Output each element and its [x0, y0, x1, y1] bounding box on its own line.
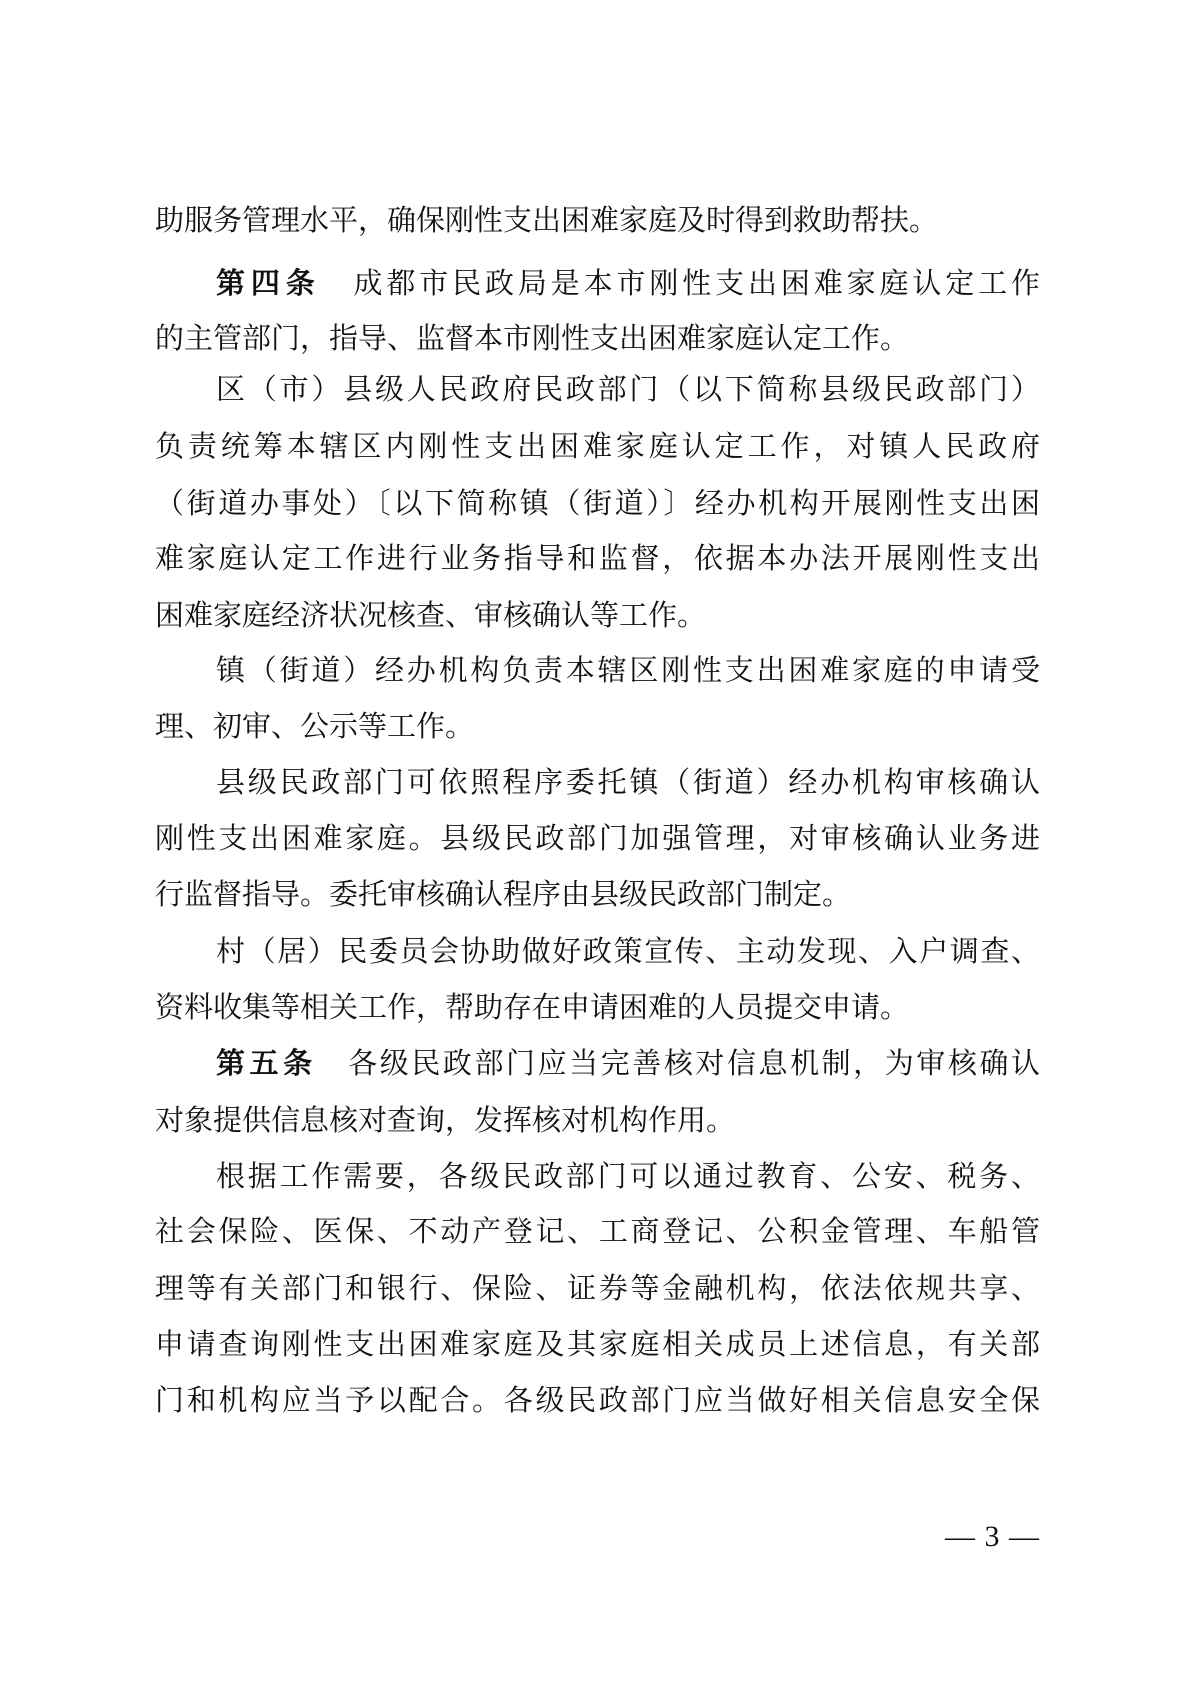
text-line [155, 200, 1040, 240]
text-line [216, 263, 1040, 303]
text-line [155, 538, 1040, 578]
line-text: 对象提供信息核对查询，发挥核对机构作用。 [155, 1103, 736, 1137]
line-text: 区（市）县级人民政府民政部门（以下简称县级民政部门） [216, 372, 1040, 406]
text-line [155, 1380, 1040, 1420]
text-line [216, 931, 1040, 971]
text-line [216, 650, 1040, 690]
text-line [155, 318, 1040, 358]
line-text: 理、初审、公示等工作。 [155, 709, 475, 743]
text-line [155, 426, 1040, 466]
text-line [155, 987, 1040, 1027]
line-text: 的主管部门，指导、监督本市刚性支出困难家庭认定工作。 [155, 321, 910, 355]
text-line [155, 1100, 1040, 1140]
text-line [155, 1268, 1040, 1308]
line-text: 理等有关部门和银行、保险、证券等金融机构，依法依规共享、 [155, 1271, 1040, 1305]
line-text: 行监督指导。委托审核确认程序由县级民政部门制定。 [155, 877, 852, 911]
line-text: 资料收集等相关工作，帮助存在申请困难的人员提交申请。 [155, 990, 910, 1024]
text-line [216, 369, 1040, 409]
line-text: 困难家庭经济状况核查、审核确认等工作。 [155, 598, 707, 632]
text-line [155, 483, 1040, 523]
line-text: 申请查询刚性支出困难家庭及其家庭相关成员上述信息，有关部 [155, 1327, 1040, 1361]
line-text: 根据工作需要，各级民政部门可以通过教育、公安、税务、 [216, 1159, 1040, 1193]
article-label: 第五条 [216, 1046, 317, 1080]
text-line [155, 595, 1040, 635]
line-text: 刚性支出困难家庭。县级民政部门加强管理，对审核确认业务进 [155, 821, 1040, 855]
text-line [155, 706, 1040, 746]
line-text: 难家庭认定工作进行业务指导和监督，依据本办法开展刚性支出 [155, 541, 1040, 575]
line-text: 负责统筹本辖区内刚性支出困难家庭认定工作，对镇人民政府 [155, 429, 1040, 463]
line-text: 村（居）民委员会协助做好政策宣传、主动发现、入户调查、 [216, 934, 1040, 968]
line-text: 各级民政部门应当完善核对信息机制，为审核确认 [316, 1046, 1040, 1080]
text-line [155, 1211, 1040, 1251]
text-line [155, 874, 1040, 914]
line-text: 门和机构应当予以配合。各级民政部门应当做好相关信息安全保 [155, 1383, 1040, 1417]
line-text: （街道办事处）〔以下简称镇（街道）〕经办机构开展刚性支出困 [155, 486, 1040, 520]
line-text: 助服务管理水平，确保刚性支出困难家庭及时得到救助帮扶。 [155, 203, 939, 237]
text-line [216, 1156, 1040, 1196]
text-line [216, 762, 1040, 802]
page-number: — 3 — [945, 1520, 1040, 1553]
line-text: 县级民政部门可依照程序委托镇（街道）经办机构审核确认 [216, 765, 1040, 799]
line-text: 镇（街道）经办机构负责本辖区刚性支出困难家庭的申请受 [216, 653, 1040, 687]
article-label: 第四条 [216, 266, 321, 300]
text-line [216, 1043, 1040, 1083]
text-line [155, 1324, 1040, 1364]
line-text: 社会保险、医保、不动产登记、工商登记、公积金管理、车船管 [155, 1214, 1040, 1248]
text-line [155, 818, 1040, 858]
line-text: 成都市民政局是本市刚性支出困难家庭认定工作 [320, 266, 1040, 300]
